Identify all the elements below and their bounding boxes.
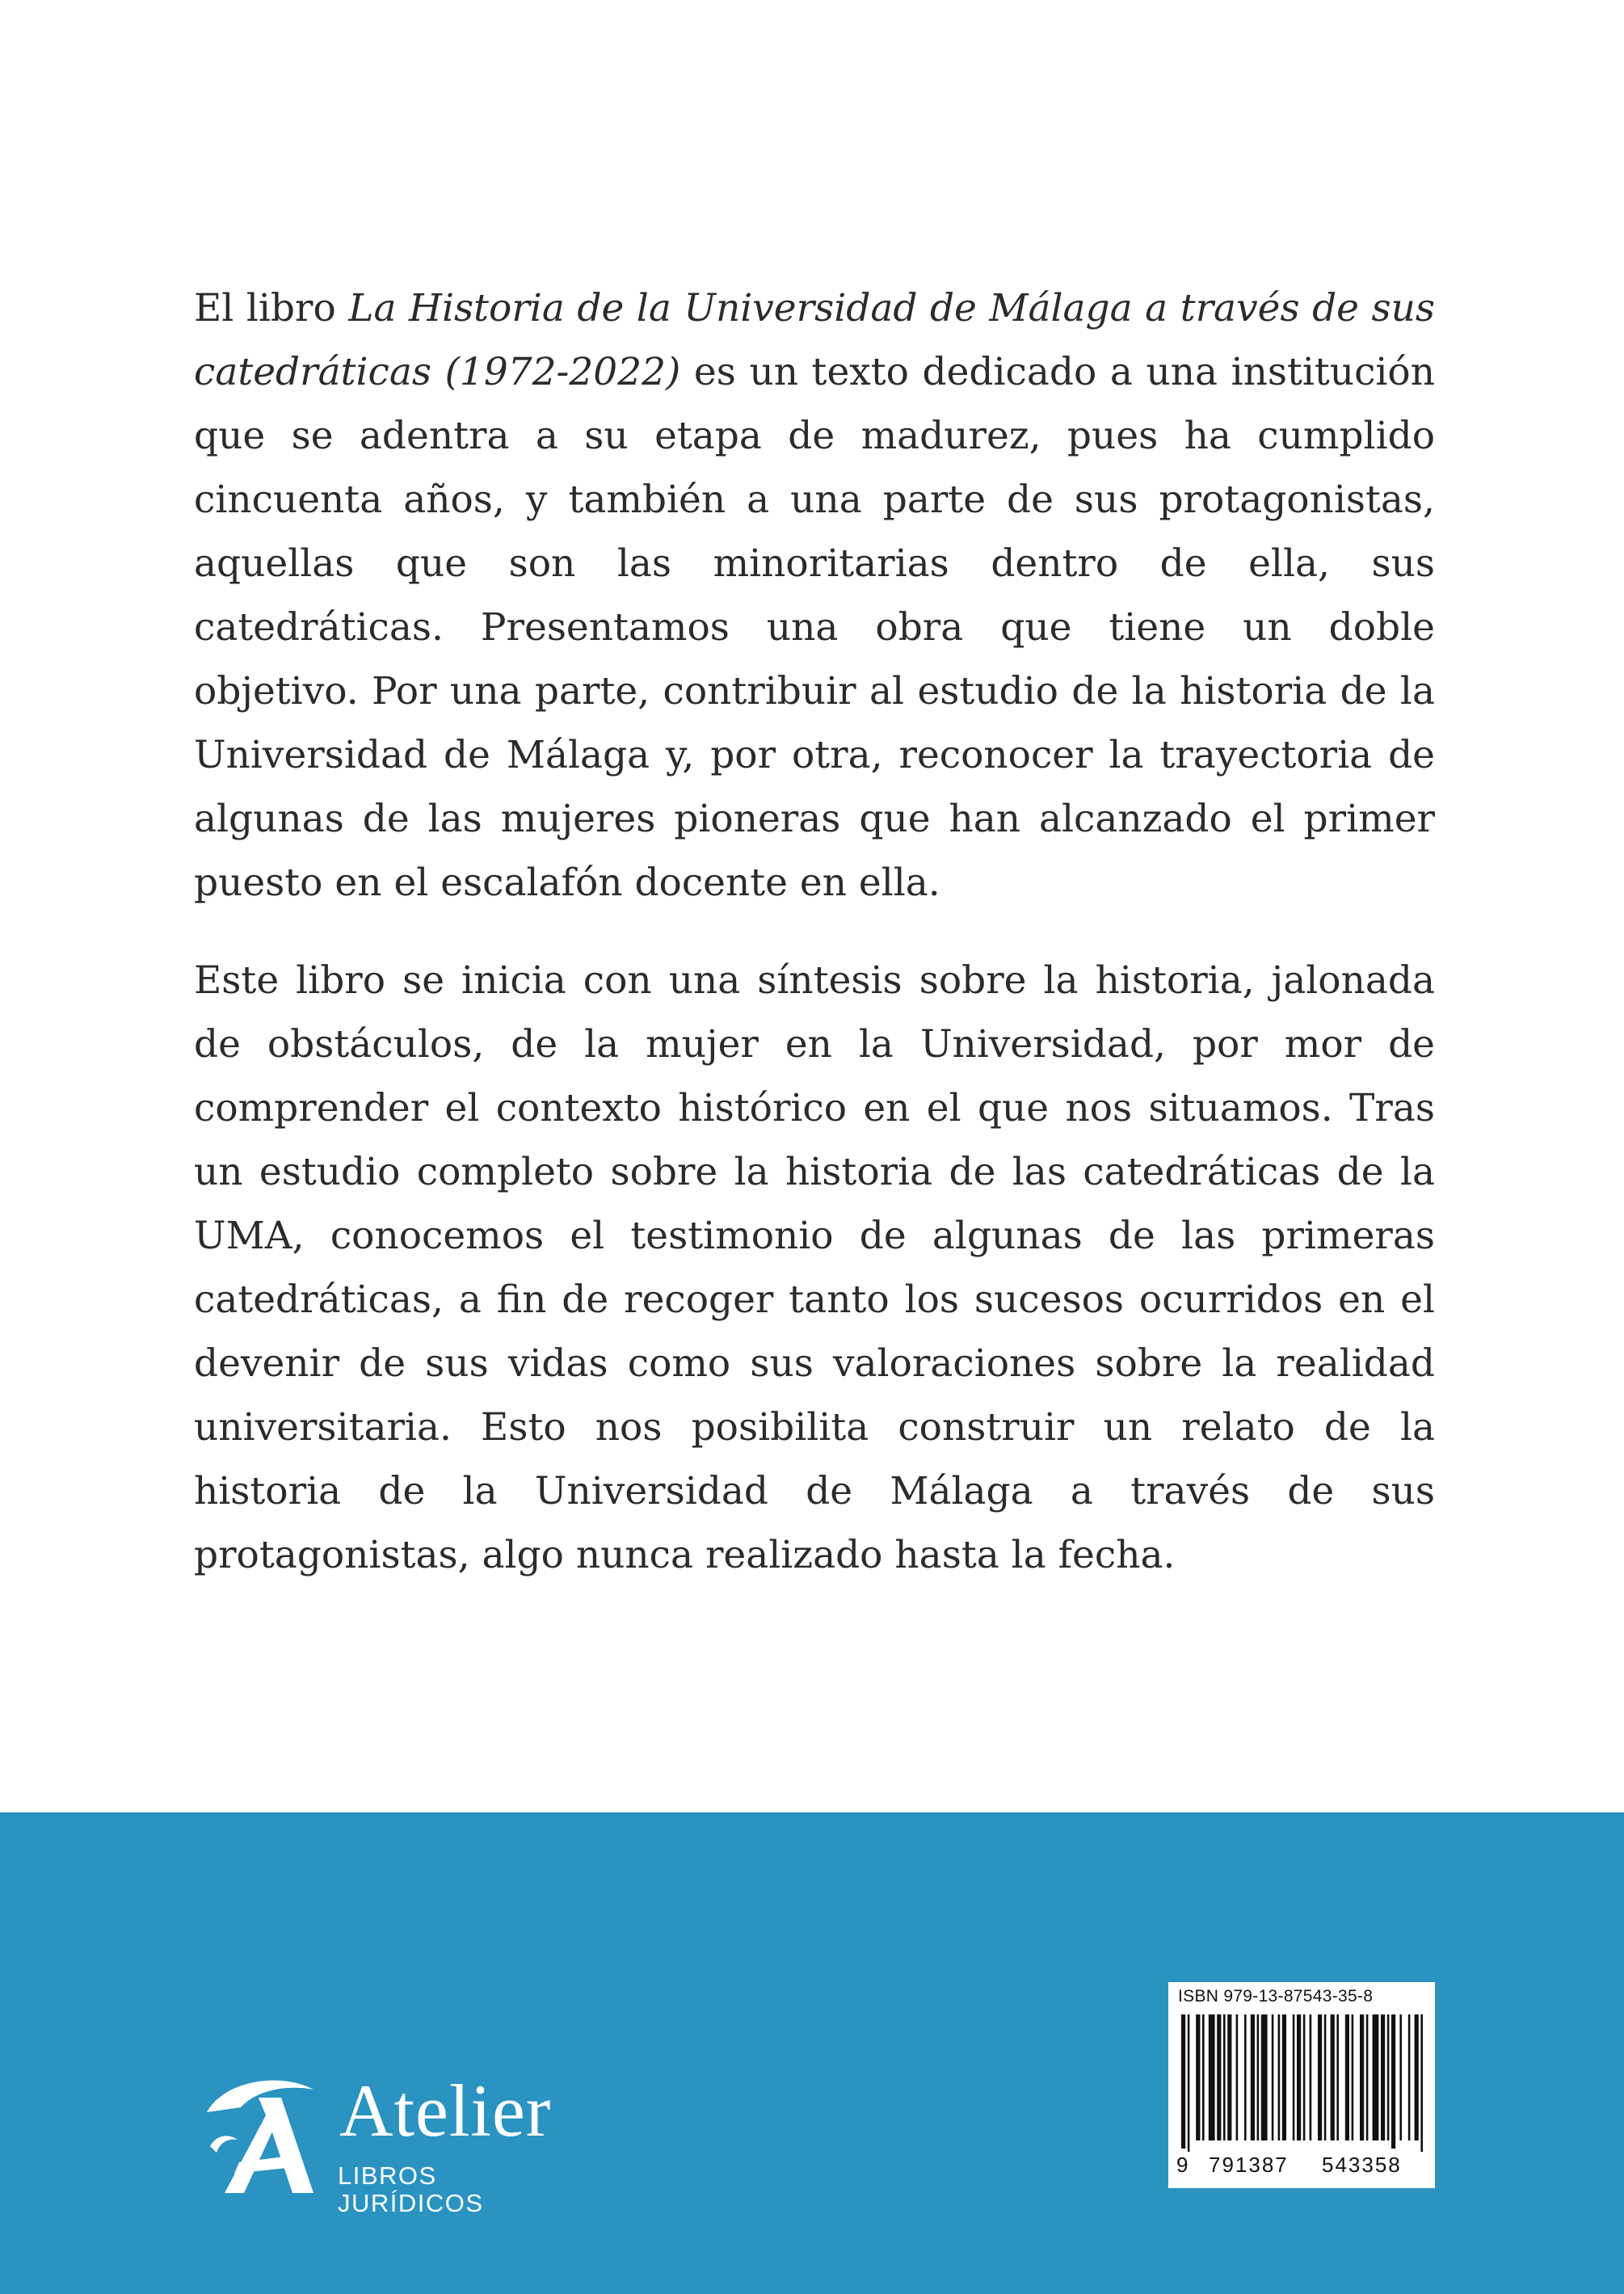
barcode-bar — [1261, 2014, 1268, 2140]
barcode-bar — [1331, 2014, 1335, 2140]
barcode-bar — [1217, 2014, 1221, 2140]
publisher-tagline: LIBROS JURÍDICOS — [338, 2161, 484, 2217]
barcode-bar — [1360, 2014, 1364, 2140]
barcode-bar — [1272, 2014, 1274, 2140]
back-cover-blurb — [194, 276, 1435, 1587]
barcode-bar — [1318, 2014, 1322, 2140]
barcode-bar — [1209, 2014, 1215, 2140]
isbn-label: ISBN 979-13-87543-35-8 — [1178, 1987, 1374, 2006]
barcode-bar — [1227, 2014, 1231, 2140]
barcode-bar — [1251, 2014, 1255, 2140]
barcode-bar — [1196, 2014, 1200, 2140]
barcode-bar — [1236, 2014, 1239, 2140]
blurb-paragraph-1 — [194, 276, 1435, 915]
barcode-bar — [1366, 2014, 1369, 2140]
barcode-digit-lead: 9 — [1176, 2149, 1188, 2181]
barcode-bar — [1244, 2014, 1247, 2140]
barcode-bar — [1297, 2014, 1301, 2140]
barcode-bar — [1278, 2014, 1281, 2140]
barcode-bar — [1188, 2014, 1190, 2152]
blurb-intro: El libro — [194, 286, 349, 330]
barcode-bar — [1310, 2014, 1312, 2140]
barcode-bar — [1324, 2014, 1327, 2140]
blurb-p1-text: es un texto dedicado a una institución que se adentra a su etapa de madurez, pues ha cumplido cincuenta años, y también a una parte de sus protagonistas, aquellas que son las minoritarias dentro de ella, sus catedráticas. Presentamos una obra que tiene un doble objetivo. Por una parte, contribuir al estudio de la historia de la Universidad de Málaga y, por otra, reconocer la trayectoria de algunas de las mujeres pioneras que han alcanzado el primer puesto en el escalafón docente en ella. — [194, 350, 1435, 905]
isbn-barcode — [1168, 1982, 1435, 2188]
barcode-digits — [1168, 2149, 1435, 2181]
barcode-bar — [1373, 2014, 1379, 2140]
barcode-bar — [1293, 2014, 1295, 2140]
blurb-paragraph-2: Este libro se inicia con una síntesis sobre la historia, jalonada de obstáculos, de la mujer en la Universidad, por mor de comprender el contexto histórico en el que nos situamos. Tras un estudio completo sobre la historia de las catedráticas de la UMA, conocemos el testimonio de algunas de las primeras catedráticas, a fin de recoger tanto los sucesos ocurridos en el devenir de sus vidas como sus valoraciones sobre la realidad universitaria. Esto nos posibilita construir un relato de la historia de la Universidad de Málaga a través de sus protagonistas, algo nunca realizado hasta la fecha. — [194, 958, 1435, 1577]
barcode-bar — [1181, 2014, 1185, 2152]
barcode-bar — [1391, 2014, 1395, 2152]
barcode-bar — [1399, 2014, 1402, 2140]
barcode-digits-right: 543358 — [1322, 2149, 1402, 2181]
barcode-bar — [1381, 2014, 1385, 2140]
barcode-bar — [1387, 2014, 1390, 2140]
barcode-bar — [1415, 2014, 1419, 2140]
barcode-bar — [1223, 2014, 1226, 2140]
barcode-bar — [1257, 2014, 1260, 2140]
publisher-logo — [192, 2065, 564, 2217]
barcode-bar — [1408, 2014, 1411, 2140]
publisher-name: Atelier — [339, 2069, 552, 2152]
barcode-bar — [1336, 2014, 1339, 2140]
book-title: La Historia de la Universidad de Málaga a través de sus catedráticas (1972-2022) — [194, 286, 1435, 394]
barcode-bar — [1345, 2014, 1349, 2140]
barcode-bar — [1303, 2014, 1306, 2140]
barcode-bars — [1176, 2014, 1428, 2152]
atelier-a-logo-icon — [192, 2065, 330, 2203]
barcode-bar — [1202, 2014, 1205, 2140]
barcode-bar — [1282, 2014, 1286, 2140]
barcode-digits-left: 791387 — [1209, 2149, 1289, 2181]
barcode-bar — [1420, 2014, 1423, 2152]
barcode-bar — [1352, 2014, 1354, 2140]
